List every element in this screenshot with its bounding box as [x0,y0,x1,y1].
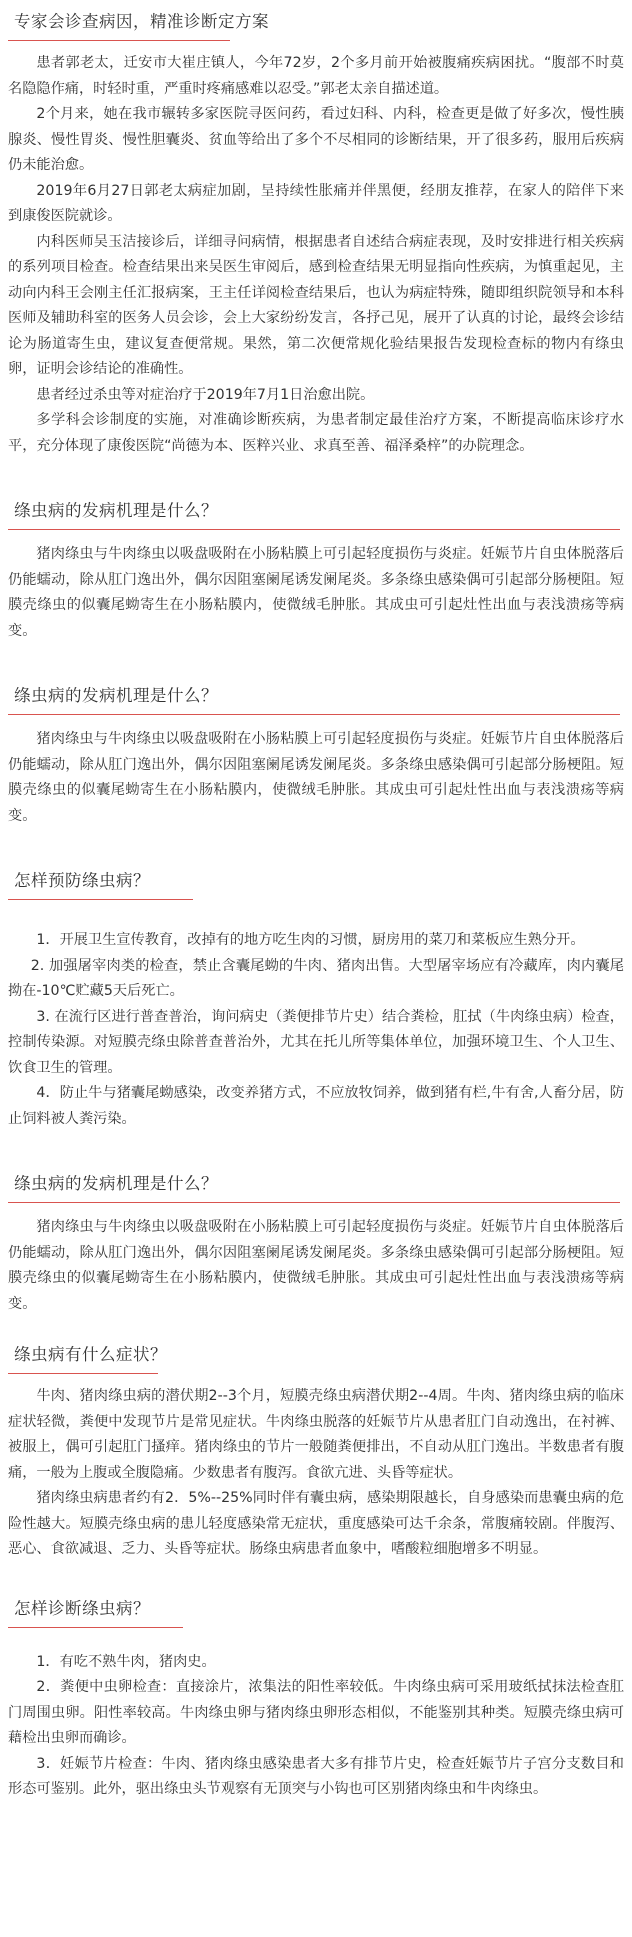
paragraph: 患者郭老太，迁安市大崔庄镇人，今年72岁，2个多月前开始被腹痛疾病困扰。“腹部不时莫名隐隐作痛，时轻时重，严重时疼痛感难以忍受。”郭老太亲自描述道。 [8,55,624,97]
paragraph: 1．有吃不熟牛肉，猪肉史。 [36,1653,216,1670]
paragraph: 2个月来，她在我市辗转多家医院寻医问药，看过妇科、内科，检查更是做了好多次，慢性胰腺炎、慢性胃炎、慢性胆囊炎、贫血等给出了多个不尽相同的诊断结果，开了很多药，服用后疾病仍未能治愈。 [8,106,624,173]
paragraph: 2．粪便中虫卵检查：直接涂片，浓集法的阳性率较低。牛肉绦虫病可采用玻纸拭抹法检查肛门周围虫卵。阳性率较高。牛肉绦虫卵与猪肉绦虫卵形态相似，不能鉴别其种类。短膜壳绦虫病可藉检出虫卵而确诊。 [8,1679,624,1746]
paragraph: 3．妊娠节片检查：牛肉、猪肉绦虫感染患者大多有排节片史，检查妊娠节片子宫分支数目和形态可鉴别。此外，驱出绦虫头节观察有无顶突与小钩也可区别猪肉绦虫和牛肉绦虫。 [8,1755,624,1797]
section-pathogenesis [8,684,624,829]
section-pathogenesis [8,1172,624,1317]
paragraph: 猪肉绦虫与牛肉绦虫以吸盘吸附在小肠粘膜上可引起轻度损伤与炎症。妊娠节片自虫体脱落后仍能蠕动，除从肛门逸出外，偶尔因阻塞阑尾诱发阑尾炎。多条绦虫感染偶可引起部分肠梗阻。短膜壳绦虫的似囊尾蚴寄生在小肠粘膜内，使微绒毛肿胀。其成虫可引起灶性出血与表浅溃疡等病变。 [8,1219,624,1312]
section-case-report [8,10,624,459]
paragraph: 患者经过杀虫等对症治疗于2019年7月1日治愈出院。 [36,386,375,403]
paragraph: 牛肉、猪肉绦虫病的潜伏期2--3个月，短膜壳绦虫病潜伏期2--4周。牛肉、猪肉绦虫病的临床症状轻微，粪便中发现节片是常见症状。牛肉绦虫脱落的妊娠节片从患者肛门自动逸出，在衬裤、被服上，偶可引起肛门搔痒。猪肉绦虫的节片一般随粪便排出，不自动从肛门逸出。半数患者有腹痛，一般为上腹或全腹隐痛。少数患者有腹泻。食欲亢进、头昏等症状。 [8,1388,624,1481]
section-heading: 绦虫病有什么症状？ [14,1345,167,1364]
section-heading: 绦虫病的发病机理是什么？ [14,501,218,520]
section-heading: 绦虫病的发病机理是什么？ [14,1174,218,1193]
section-heading: 绦虫病的发病机理是什么？ [14,686,218,705]
section-prevention [8,869,624,1132]
paragraph: 2019年6月27日郭老太病症加剧，呈持续性胀痛并伴黑便，经朋友推荐，在家人的陪伴下来到康俊医院就诊。 [8,182,624,224]
section-heading: 怎样诊断绦虫病？ [14,1598,150,1618]
paragraph: 猪肉绦虫与牛肉绦虫以吸盘吸附在小肠粘膜上可引起轻度损伤与炎症。妊娠节片自虫体脱落后仍能蠕动，除从肛门逸出外，偶尔因阻塞阑尾诱发阑尾炎。多条绦虫感染偶可引起部分肠梗阻。短膜壳绦虫的似囊尾蚴寄生在小肠粘膜内，使微绒毛肿胀。其成虫可引起灶性出血与表浅溃疡等病变。 [8,731,624,824]
section-pathogenesis [8,499,624,644]
paragraph: 猪肉绦虫与牛肉绦虫以吸盘吸附在小肠粘膜上可引起轻度损伤与炎症。妊娠节片自虫体脱落后仍能蠕动，除从肛门逸出外，偶尔因阻塞阑尾诱发阑尾炎。多条绦虫感染偶可引起部分肠梗阻。短膜壳绦虫的似囊尾蚴寄生在小肠粘膜内，使微绒毛肿胀。其成虫可引起灶性出血与表浅溃疡等病变。 [8,546,624,639]
section-symptoms [8,1343,624,1563]
paragraph: 2. 加强屠宰肉类的检查，禁止含囊尾蚴的牛肉、猪肉出售。大型屠宰场应有冷藏库，肉内囊尾拗在-10℃贮藏5天后死亡。 [8,957,624,999]
section-heading: 专家会诊查病因，精准诊断定方案 [14,12,269,31]
paragraph: 4．防止牛与猪囊尾蚴感染，改变养猪方式，不应放牧饲养，做到猪有栏,牛有舍,人畜分居，防止饲料被人粪污染。 [8,1085,624,1127]
paragraph: 3. 在流行区进行普查普治，询问病史（粪便排节片史）结合粪检，肛拭（牛肉绦虫病）检查，控制传染源。对短膜壳绦虫除普查普治外，尤其在托儿所等集体单位，加强环境卫生、个人卫生、饮食卫生的管理。 [8,1008,624,1076]
paragraph: 1．开展卫生宣传教育，改掉有的地方吃生肉的习惯，厨房用的菜刀和菜板应生熟分开。 [36,932,585,948]
paragraph: 猪肉绦虫病患者约有2．5%--25%同时伴有囊虫病，感染期限越长，自身感染而患囊虫病的危险性越大。短膜壳绦虫病的患儿轻度感染常无症状，重度感染可达千余条，常腹痛较剧。伴腹泻、恶心、食欲减退、乏力、头昏等症状。肠绦虫病患者血象中，嗜酸粒细胞增多不明显。 [8,1490,624,1557]
section-heading: 怎样预防绦虫病？ [14,871,150,890]
paragraph: 多学科会诊制度的实施，对准确诊断疾病，为患者制定最佳治疗方案，不断提高临床诊疗水平，充分体现了康俊医院“尚德为本、医粹兴业、求真至善、福泽桑梓”的办院理念。 [8,412,624,454]
paragraph: 内科医师吴玉洁接诊后，详细寻问病情，根据患者自述结合病症表现，及时安排进行相关疾病的系列项目检查。检查结果出来吴医生审阅后，感到检查结果无明显指向性疾病，为慎重起见，主动向内科王会刚主任汇报病案，王主任详阅检查结果后，也认为病症特殊，随即组织院领导和本科医师及辅助科室的医务人员会诊，会上大家纷纷发言，各抒己见，展开了认真的讨论，最终会诊结论为肠道寄生虫，建议复查便常规。果然，第二次便常规化验结果报告发现检查标的物内有绦虫卵，证明会诊结论的准确性。 [8,233,624,377]
section-diagnosis [8,1597,624,1803]
